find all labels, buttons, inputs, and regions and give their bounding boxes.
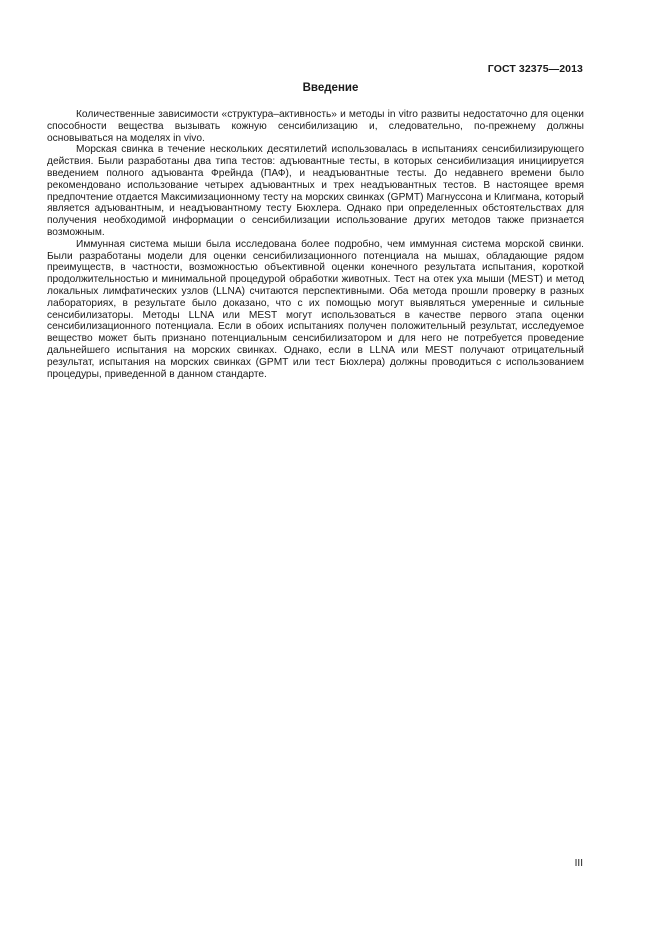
paragraph-1: Количественные зависимости «структура–активность» и методы in vitro развиты недостаточно для оценки способности вещества вызывать кожную сенсибилизацию и, следовательно, по-прежнему должны основываться на моделях in vivo. xyxy=(47,109,584,144)
document-code: ГОСТ 32375—2013 xyxy=(487,63,583,75)
body-text xyxy=(47,109,584,380)
paragraph-3: Иммунная система мыши была исследована более подробно, чем иммунная система морской свинки. Были разработаны модели для оценки сенсибилизационного потенциала на мышах, обладающие рядом преимуществ, в частности, возможностью объективной оценки конечного результата испытания, короткой продолжительностью и минимальной процедурой обработки животных. Тест на отек уха мыши (MEST) и метод локальных лимфатических узлов (LLNA) считаются перспективными. Оба метода прошли проверку в разных лабораториях, в результате было доказано, что с их помощью могут выявляться умеренные и сильные сенсибилизаторы. Методы LLNA или MEST могут использоваться в качестве первого этапа оценки сенсибилизационного потенциала. Если в обоих испытаниях получен положительный результат, исследуемое вещество может быть признано потенциальным сенсибилизатором и для него не потребуется проведение дальнейшего испытания на морских свинках. Однако, если в LLNA или MEST получают отрицательный результат, испытания на морских свинках (GPMT или тест Бюхлера) должны проводиться с использованием процедуры, приведенной в данном стандарте. xyxy=(47,238,584,380)
paragraph-2: Морская свинка в течение нескольких десятилетий использовалась в испытаниях сенсибилизирующего действия. Были разработаны два типа тестов: адъювантные тесты, в которых сенсибилизация инициируется введением полного адъюванта Фрейнда (ПАФ), и неадъювантные тесты. До недавнего времени было рекомендовано использование четырех адъювантных и трех неадъювантных тестов. В настоящее время предпочтение отдается Максимизационному тесту на морских свинках (GPMT) Магнуссона и Клигмана, который является адъювантным, и неадъювантному тесту Бюхлера. Однако при определенных обстоятельствах для получения необходимой информации о сенсибилизации использование других методов также признается возможным. xyxy=(47,144,584,238)
section-title: Введение xyxy=(302,82,359,94)
page-number: III xyxy=(574,858,583,869)
